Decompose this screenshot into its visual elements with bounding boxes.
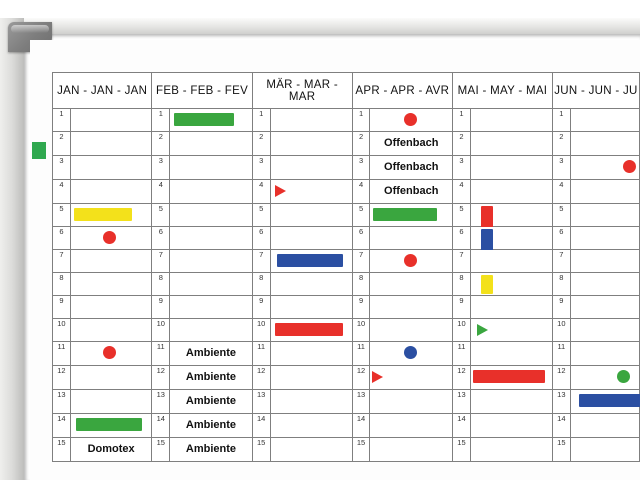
day-number: 13 (152, 390, 170, 414)
day-number: 9 (53, 296, 71, 319)
day-number: 10 (252, 319, 270, 342)
table-row (53, 109, 640, 132)
table-row (53, 319, 640, 342)
day-cell-jan-12[interactable] (70, 366, 151, 390)
day-cell-mar-4[interactable] (270, 180, 352, 204)
magnet-triangle-red[interactable] (372, 371, 383, 383)
day-number: 12 (352, 366, 370, 390)
day-cell-jun-12[interactable] (570, 366, 639, 390)
planner-grid (52, 72, 640, 462)
magnet-triangle-red[interactable] (275, 185, 286, 197)
day-number: 11 (352, 342, 370, 366)
day-number: 13 (53, 390, 71, 414)
table-row (53, 156, 640, 180)
magnet-triangle-green[interactable] (477, 324, 488, 336)
day-cell-apr-7[interactable] (370, 250, 453, 273)
event-label-ambiente: Ambiente (185, 443, 237, 455)
day-cell-mar-9[interactable] (270, 296, 352, 319)
day-number: 11 (53, 342, 71, 366)
day-number: 7 (552, 250, 570, 273)
day-number: 7 (453, 250, 471, 273)
day-cell-mar-2[interactable] (270, 132, 352, 156)
day-cell-feb-9[interactable] (170, 296, 253, 319)
event-label-ambiente: Ambiente (185, 371, 237, 383)
day-cell-mai-6[interactable] (470, 227, 552, 250)
magnet-dot-blue[interactable] (404, 346, 417, 359)
column-header-jun: JUN - JUN - JU (552, 73, 639, 109)
day-cell-mar-12[interactable] (270, 366, 352, 390)
day-number: 12 (252, 366, 270, 390)
day-number: 8 (552, 273, 570, 296)
day-cell-feb-11[interactable] (170, 342, 253, 366)
day-number: 13 (453, 390, 471, 414)
day-cell-jan-13[interactable] (70, 390, 151, 414)
day-number: 14 (53, 414, 71, 438)
day-cell-mai-4[interactable] (470, 180, 552, 204)
day-cell-mai-14[interactable] (470, 414, 552, 438)
day-number: 5 (352, 204, 370, 227)
day-number: 12 (453, 366, 471, 390)
magnet-dot-red[interactable] (623, 160, 636, 173)
day-number: 6 (453, 227, 471, 250)
day-number: 1 (252, 109, 270, 132)
day-number: 9 (352, 296, 370, 319)
event-label-offenbach: Offenbach (384, 137, 439, 149)
day-number: 10 (453, 319, 471, 342)
day-cell-jun-2[interactable] (570, 132, 639, 156)
day-number: 4 (453, 180, 471, 204)
day-cell-feb-7[interactable] (170, 250, 253, 273)
day-number: 2 (53, 132, 71, 156)
magnet-bar-green[interactable] (373, 208, 437, 221)
day-number: 2 (552, 132, 570, 156)
day-cell-jun-1[interactable] (570, 109, 639, 132)
day-number: 12 (53, 366, 71, 390)
day-cell-feb-13[interactable] (170, 390, 253, 414)
day-cell-jan-9[interactable] (70, 296, 151, 319)
day-number: 14 (252, 414, 270, 438)
day-cell-jan-8[interactable] (70, 273, 151, 296)
table-row (53, 250, 640, 273)
column-header-mar: MÄR - MAR - MAR (252, 73, 352, 109)
day-cell-mar-8[interactable] (270, 273, 352, 296)
day-cell-apr-15[interactable] (370, 438, 453, 462)
table-row (53, 204, 640, 227)
magnet-dot-red[interactable] (103, 231, 116, 244)
magnet-bar-red[interactable] (275, 323, 343, 336)
table-row (53, 438, 640, 462)
day-number: 15 (552, 438, 570, 462)
magnet-square-green-left[interactable] (32, 142, 46, 159)
day-cell-jun-7[interactable] (570, 250, 639, 273)
day-number: 10 (53, 319, 71, 342)
day-number: 3 (53, 156, 71, 180)
day-number: 4 (152, 180, 170, 204)
day-number: 11 (152, 342, 170, 366)
table-row (53, 342, 640, 366)
table-row (53, 273, 640, 296)
day-cell-mar-15[interactable] (270, 438, 352, 462)
day-cell-mai-2[interactable] (470, 132, 552, 156)
column-header-mai: MAI - MAY - MAI (453, 73, 553, 109)
day-number: 8 (252, 273, 270, 296)
day-cell-jun-4[interactable] (570, 180, 639, 204)
day-number: 15 (352, 438, 370, 462)
day-cell-jan-10[interactable] (70, 319, 151, 342)
table-row (53, 414, 640, 438)
day-number: 2 (453, 132, 471, 156)
day-cell-jan-5[interactable] (70, 204, 151, 227)
day-cell-feb-6[interactable] (170, 227, 253, 250)
day-cell-apr-9[interactable] (370, 296, 453, 319)
day-cell-feb-2[interactable] (170, 132, 253, 156)
day-cell-mar-1[interactable] (270, 109, 352, 132)
day-cell-mar-3[interactable] (270, 156, 352, 180)
day-cell-feb-4[interactable] (170, 180, 253, 204)
day-cell-jun-6[interactable] (570, 227, 639, 250)
month-header-row (53, 73, 640, 109)
day-cell-apr-12[interactable] (370, 366, 453, 390)
day-number: 6 (252, 227, 270, 250)
day-cell-feb-14[interactable] (170, 414, 253, 438)
day-cell-mai-13[interactable] (470, 390, 552, 414)
day-cell-apr-10[interactable] (370, 319, 453, 342)
day-cell-jun-8[interactable] (570, 273, 639, 296)
day-number: 10 (352, 319, 370, 342)
day-cell-jun-11[interactable] (570, 342, 639, 366)
day-cell-jun-15[interactable] (570, 438, 639, 462)
day-number: 8 (352, 273, 370, 296)
day-cell-mar-13[interactable] (270, 390, 352, 414)
day-number: 2 (152, 132, 170, 156)
day-cell-apr-8[interactable] (370, 273, 453, 296)
day-cell-mai-12[interactable] (470, 366, 552, 390)
day-number: 2 (252, 132, 270, 156)
table-row (53, 366, 640, 390)
magnet-bar-green[interactable] (76, 418, 142, 431)
day-cell-mai-9[interactable] (470, 296, 552, 319)
column-header-apr: APR - APR - AVR (352, 73, 452, 109)
day-number: 4 (352, 180, 370, 204)
magnet-bar-red[interactable] (473, 370, 545, 383)
day-cell-feb-5[interactable] (170, 204, 253, 227)
day-cell-mar-7[interactable] (270, 250, 352, 273)
day-cell-mai-5[interactable] (470, 204, 552, 227)
day-number: 4 (53, 180, 71, 204)
table-row (53, 180, 640, 204)
day-number: 8 (453, 273, 471, 296)
day-number: 3 (552, 156, 570, 180)
day-cell-jan-15[interactable] (70, 438, 151, 462)
day-number: 1 (552, 109, 570, 132)
day-number: 11 (252, 342, 270, 366)
event-label-ambiente: Ambiente (185, 419, 237, 431)
day-cell-jun-3[interactable] (570, 156, 639, 180)
day-number: 7 (152, 250, 170, 273)
day-number: 6 (53, 227, 71, 250)
table-row (53, 132, 640, 156)
board-frame-top (0, 18, 640, 34)
day-number: 14 (152, 414, 170, 438)
day-number: 1 (53, 109, 71, 132)
magnet-dot-red[interactable] (103, 346, 116, 359)
day-number: 1 (453, 109, 471, 132)
day-number: 3 (152, 156, 170, 180)
day-number: 9 (252, 296, 270, 319)
day-cell-apr-13[interactable] (370, 390, 453, 414)
event-label-offenbach: Offenbach (384, 185, 439, 197)
day-number: 12 (152, 366, 170, 390)
magnet-bar-blue[interactable] (579, 394, 640, 407)
day-number: 15 (53, 438, 71, 462)
table-row (53, 390, 640, 414)
day-number: 11 (453, 342, 471, 366)
day-number: 8 (53, 273, 71, 296)
day-number: 11 (552, 342, 570, 366)
day-cell-jun-9[interactable] (570, 296, 639, 319)
day-number: 1 (152, 109, 170, 132)
day-cell-jan-7[interactable] (70, 250, 151, 273)
day-cell-apr-14[interactable] (370, 414, 453, 438)
event-label-ambiente: Ambiente (185, 395, 237, 407)
day-cell-jan-1[interactable] (70, 109, 151, 132)
magnet-bar-green[interactable] (174, 113, 234, 126)
day-cell-mai-15[interactable] (470, 438, 552, 462)
day-cell-mar-11[interactable] (270, 342, 352, 366)
day-number: 3 (252, 156, 270, 180)
day-number: 4 (552, 180, 570, 204)
day-number: 15 (152, 438, 170, 462)
day-number: 9 (552, 296, 570, 319)
day-cell-jan-11[interactable] (70, 342, 151, 366)
day-number: 7 (352, 250, 370, 273)
day-number: 13 (552, 390, 570, 414)
day-cell-mai-1[interactable] (470, 109, 552, 132)
day-cell-mai-3[interactable] (470, 156, 552, 180)
day-cell-apr-11[interactable] (370, 342, 453, 366)
day-number: 10 (152, 319, 170, 342)
day-number: 5 (53, 204, 71, 227)
day-cell-apr-4[interactable] (370, 180, 453, 204)
day-cell-mai-10[interactable] (470, 319, 552, 342)
day-number: 5 (453, 204, 471, 227)
day-cell-jun-13[interactable] (570, 390, 639, 414)
day-cell-jun-10[interactable] (570, 319, 639, 342)
magnet-bar-blue[interactable] (277, 254, 343, 267)
day-number: 14 (352, 414, 370, 438)
day-number: 9 (453, 296, 471, 319)
day-cell-feb-3[interactable] (170, 156, 253, 180)
day-number: 5 (152, 204, 170, 227)
event-label-offenbach: Offenbach (384, 161, 439, 173)
magnet-vbar-yellow[interactable] (481, 275, 493, 294)
day-cell-feb-10[interactable] (170, 319, 253, 342)
day-cell-mai-11[interactable] (470, 342, 552, 366)
table-row (53, 227, 640, 250)
day-cell-jun-5[interactable] (570, 204, 639, 227)
day-number: 5 (552, 204, 570, 227)
day-cell-feb-1[interactable] (170, 109, 253, 132)
day-number: 12 (552, 366, 570, 390)
magnet-dot-green[interactable] (617, 370, 630, 383)
day-cell-mar-5[interactable] (270, 204, 352, 227)
day-number: 9 (152, 296, 170, 319)
day-number: 14 (453, 414, 471, 438)
day-number: 6 (152, 227, 170, 250)
day-number: 3 (352, 156, 370, 180)
column-header-feb: FEB - FEB - FEV (152, 73, 252, 109)
day-number: 8 (152, 273, 170, 296)
magnet-bar-yellow[interactable] (74, 208, 132, 221)
day-cell-apr-1[interactable] (370, 109, 453, 132)
table-row (53, 296, 640, 319)
day-cell-jan-3[interactable] (70, 156, 151, 180)
day-number: 14 (552, 414, 570, 438)
day-number: 1 (352, 109, 370, 132)
event-label-ambiente: Ambiente (185, 347, 237, 359)
day-cell-mar-14[interactable] (270, 414, 352, 438)
magnet-dot-red[interactable] (404, 113, 417, 126)
event-label-domotex: Domotex (87, 443, 135, 455)
day-number: 15 (453, 438, 471, 462)
board-frame-left (0, 18, 24, 480)
day-cell-apr-5[interactable] (370, 204, 453, 227)
column-header-jan: JAN - JAN - JAN (53, 73, 152, 109)
day-number: 6 (552, 227, 570, 250)
day-cell-apr-2[interactable] (370, 132, 453, 156)
day-number: 5 (252, 204, 270, 227)
day-number: 6 (352, 227, 370, 250)
day-cell-mar-10[interactable] (270, 319, 352, 342)
day-cell-feb-15[interactable] (170, 438, 253, 462)
day-cell-mai-8[interactable] (470, 273, 552, 296)
day-cell-mar-6[interactable] (270, 227, 352, 250)
day-cell-jan-14[interactable] (70, 414, 151, 438)
day-cell-apr-6[interactable] (370, 227, 453, 250)
day-number: 13 (252, 390, 270, 414)
day-number: 2 (352, 132, 370, 156)
day-cell-feb-12[interactable] (170, 366, 253, 390)
day-number: 7 (252, 250, 270, 273)
day-cell-feb-8[interactable] (170, 273, 253, 296)
day-cell-jan-6[interactable] (70, 227, 151, 250)
day-number: 4 (252, 180, 270, 204)
day-cell-jan-4[interactable] (70, 180, 151, 204)
day-number: 15 (252, 438, 270, 462)
day-cell-jan-2[interactable] (70, 132, 151, 156)
day-number: 3 (453, 156, 471, 180)
day-number: 13 (352, 390, 370, 414)
day-cell-apr-3[interactable] (370, 156, 453, 180)
day-cell-mai-7[interactable] (470, 250, 552, 273)
day-number: 7 (53, 250, 71, 273)
day-cell-jun-14[interactable] (570, 414, 639, 438)
magnet-dot-red[interactable] (404, 254, 417, 267)
day-number: 10 (552, 319, 570, 342)
